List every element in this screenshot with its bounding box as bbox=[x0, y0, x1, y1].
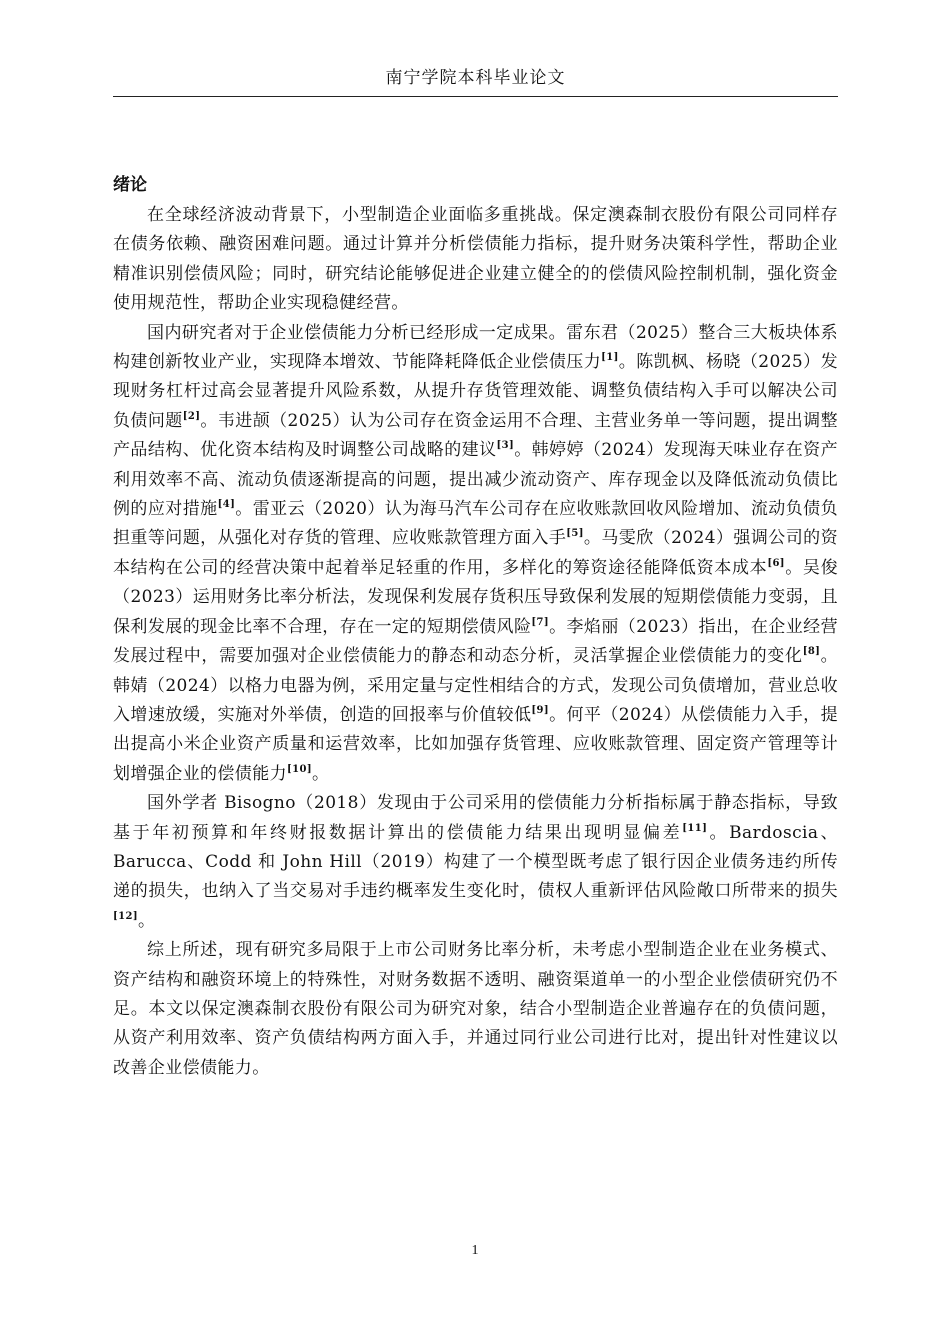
citation-marker: [12] bbox=[113, 910, 138, 922]
citation-marker: [8] bbox=[802, 646, 821, 658]
citation-marker: [4] bbox=[217, 499, 236, 511]
paragraph-text: 在全球经济波动背景下，小型制造企业面临多重挑战。保定澳森制衣股份有限公司同样存在债务依赖、融资困难问题。通过计算并分析偿债能力指标，提升财务决策科学性，帮助企业精准识别偿债风险；同时，研究结论能够促进企业建立健全的的偿债风险控制机制，强化资金使用规范性，帮助企业实现稳健经营。 bbox=[113, 205, 838, 314]
citation-marker: [5] bbox=[566, 528, 584, 540]
paragraph-text: 。陈凯枫、杨晓（2025）发现财务杠杆过高会显著提升风险系数，从提升存货管理效能、调整负债结构入手可以解决公司负债问题 bbox=[113, 352, 838, 431]
paragraph-text: 。马雯欣（2024）强调公司的资本结构在公司的经营决策中起着举足轻重的作用，多样化的筹资途径能降低资本成本 bbox=[113, 528, 838, 578]
citation-marker: [1] bbox=[601, 352, 619, 364]
paragraph-text: 。李焰丽（2023）指出，在企业经营发展过程中，需要加强对企业偿债能力的静态和动态分析，灵活掌握企业偿债能力的变化 bbox=[113, 616, 838, 667]
paragraph-text: 。韩婧（2024）以格力电器为例，采用定量与定性相结合的方式，发现公司负债增加，营业总收入增速放缓，实施对外举债，创造的回报率与价值较低 bbox=[113, 646, 838, 725]
page-number: 1 bbox=[471, 1243, 479, 1258]
paragraph-text: 。韩婷婷（2024）发现海天味业存在资产利用效率不高、流动负债逐渐提高的问题，提出减少流动资产、库存现金以及降低流动负债比例的应对措施 bbox=[113, 440, 838, 520]
paragraph-foreign-research bbox=[113, 789, 838, 936]
document-body bbox=[113, 171, 838, 1083]
paragraph-background bbox=[113, 201, 838, 319]
citation-marker: [10] bbox=[287, 763, 312, 775]
paragraph-text: 国外学者 Bisogno（2018）发现由于公司采用的偿债能力分析指标属于静态指标，导致基于年初预算和年终财报数据计算出的偿债能力结果出现明显偏差 bbox=[113, 793, 838, 843]
header-divider bbox=[113, 96, 838, 97]
paragraph-text: 。Bardoscia、Barucca、Codd 和 John Hill（2019）构建了一个模型既考虑了银行因企业债务违约所传递的损失，也纳入了当交易对手违约概率发生变化时，债权人重新评估风险敞口所带来的损失 bbox=[113, 822, 838, 902]
citation-marker: [7] bbox=[531, 616, 550, 628]
page-header: 南宁学院本科毕业论文 bbox=[385, 68, 566, 88]
paragraph-text: 。韦进颉（2025）认为公司存在资金运用不合理、主营业务单一等问题，提出调整产品结构、优化资本结构及时调整公司战略的建议 bbox=[113, 410, 838, 461]
section-title: 绪论 bbox=[113, 175, 147, 195]
paragraph-text: 。 bbox=[311, 763, 330, 784]
paragraph-domestic-research bbox=[113, 319, 838, 790]
paragraph-text: 国内研究者对于企业偿债能力分析已经形成一定成果。雷东君（2025）整合三大板块体系构建创新牧业产业，实现降本增效、节能降耗降低企业偿债压力 bbox=[113, 322, 838, 373]
paragraph-text: 。何平（2024）从偿债能力入手，提出提高小米企业资产质量和运营效率，比如加强存货管理、应收账款管理、固定资产管理等计划增强企业的偿债能力 bbox=[113, 704, 838, 784]
paragraph-text: 综上所述，现有研究多局限于上市公司财务比率分析，未考虑小型制造企业在业务模式、资产结构和融资环境上的特殊性，对财务数据不透明、融资渠道单一的小型企业偿债研究仍不足。本文以保定澳森制衣股份有限公司为研究对象，结合小型制造企业普遍存在的负债问题，从资产利用效率、资产负债结构两方面入手，并通过同行业公司进行比对，提出针对性建议以改善企业偿债能力。 bbox=[113, 940, 838, 1078]
citation-marker: [6] bbox=[767, 557, 785, 569]
paragraph-text: 。 bbox=[137, 910, 156, 931]
citation-marker: [3] bbox=[496, 440, 515, 452]
paragraph-summary bbox=[113, 936, 838, 1083]
paragraph-text: 。吴俊（2023）运用财务比率分析法，发现保利发展存货积压导致保利发展的短期偿债能力变弱，且保利发展的现金比率不合理，存在一定的短期偿债风险 bbox=[113, 557, 838, 637]
citation-marker: [2] bbox=[182, 410, 201, 422]
paragraph-text: 。雷亚云（2020）认为海马汽车公司存在应收账款回收风险增加、流动负债负担重等问题，从强化对存货的管理、应收账款管理方面入手 bbox=[113, 499, 838, 549]
citation-marker: [9] bbox=[531, 704, 550, 716]
citation-marker: [11] bbox=[682, 822, 708, 834]
